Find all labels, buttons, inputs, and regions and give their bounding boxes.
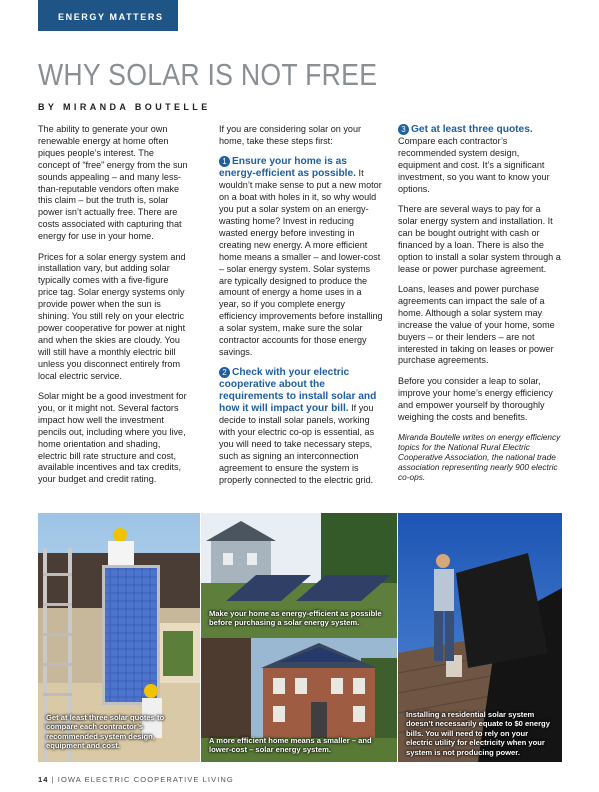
author-bio: Miranda Boutelle writes on energy efficiency topics for the National Rural Electric Cooperative Association, the national trade association representing nearly 900 electric co-ops.: [398, 431, 561, 482]
paragraph: Prices for a solar energy system and installation vary, but adding solar typically comes with a five-figure price tag. Solar energy systems only provide power when the sun is shining. You still rely on your electric power cooperative for power at night and when the skies are cloudy. You will still have a monthly electric bill unless you disconnect entirely from local electric service.: [38, 251, 186, 381]
publication-name: IOWA ELECTRIC COOPERATIVE LIVING: [57, 775, 234, 784]
step-number-badge: 3: [398, 124, 409, 135]
step-1: [219, 156, 383, 359]
photo-caption: Get at least three solar quotes to compare each contractor’s recommended system design, equipment and cost.: [46, 713, 165, 751]
footer-divider: |: [51, 775, 58, 784]
step-number-badge: 1: [219, 156, 230, 167]
section-tab: ENERGY MATTERS: [38, 0, 178, 31]
paragraph: Solar might be a good investment for you, or it might not. Several factors impact how well the investment pencils out, including where you live, home orientation and shading, electric bill rate structure and cost, available incentives and tax credits, your budget and credit rating.: [38, 391, 187, 485]
column-3: [398, 124, 562, 490]
step-number-badge: 2: [219, 367, 230, 378]
column-1: [38, 124, 188, 495]
photo-installer-panel: [38, 513, 200, 762]
photo-caption: Installing a residential solar system doesn’t necessarily equate to $0 energy bills. You will need to rely on your electric utility for electricity when your system is not producing power.: [406, 710, 550, 757]
step-body: It wouldn’t make sense to put a new motor on a boat with holes in it, so why would you put a solar system on an energy-wasting home? Invest in reducing wasted energy before investing in creating new energy. A more efficient home means a smaller – and lower-cost – solar energy system. Solar systems are typically designed to produce the amount of energy a home uses in a year, so if you complete energy efficiency improvements before installing a solar system, make sure the solar contractor accounts for those energy savings.: [219, 168, 383, 357]
page-number: 14: [38, 775, 49, 784]
photo-roof-worker: [398, 513, 562, 762]
step-heading: Ensure your home is as energy-efficient as possible.: [219, 156, 357, 180]
step-heading: Get at least three quotes.: [411, 124, 533, 135]
article-headline: WHY SOLAR IS NOT FREE: [38, 57, 378, 92]
column-2: [219, 124, 383, 495]
paragraph: If you are considering solar on your home, take these steps first:: [219, 124, 362, 146]
step-body: If you decide to install solar panels, working with your electric co-op is essential, as you will need to take necessary steps, such as signing an interconnection agreement to ensure the system is properly connected to the electric grid.: [219, 403, 375, 485]
page-footer: [38, 775, 234, 784]
paragraph: Loans, leases and power purchase agreements can impact the sale of a home. Although a solar system may increase the value of your home, some buyers – or their lenders – are not interested in taking on leases or power purchase agreements.: [398, 283, 555, 366]
photo-brick-house: [201, 638, 397, 762]
paragraph: There are several ways to pay for a solar energy system and installation. It can be bought outright with cash or financed by a loan. There is also the option to install a solar system through a lease or power purchase agreement.: [398, 204, 561, 274]
paragraph: Before you consider a leap to solar, improve your home’s energy efficiency and empower yourself by thoroughly weighing the costs and benefits.: [398, 375, 553, 422]
photo-caption: A more efficient home means a smaller – and lower-cost – solar energy system.: [209, 736, 372, 755]
photo-caption: Make your home as energy-efficient as possible before purchasing a solar energy system.: [209, 609, 382, 628]
paragraph: The ability to generate your own renewable energy at home often piques people’s interest. The concept of “free” energy from the sun sounds appealing – and many less-than-reputable vendors often make this claim – but the truth is, solar power isn’t actually free. There are costs associated with capturing that energy for use in your home.: [38, 124, 188, 242]
step-3: [398, 124, 562, 196]
byline: BY MIRANDA BOUTELLE: [38, 102, 211, 112]
step-heading: Check with your electric cooperative about the requirements to install solar and how it will impact your bill.: [219, 367, 377, 415]
step-body: Compare each contractor’s recommended system design, equipment and cost. It’s a significant investment, so you want to know your options.: [398, 136, 550, 194]
step-2: [219, 367, 383, 486]
photo-ground-solar: [201, 513, 397, 638]
